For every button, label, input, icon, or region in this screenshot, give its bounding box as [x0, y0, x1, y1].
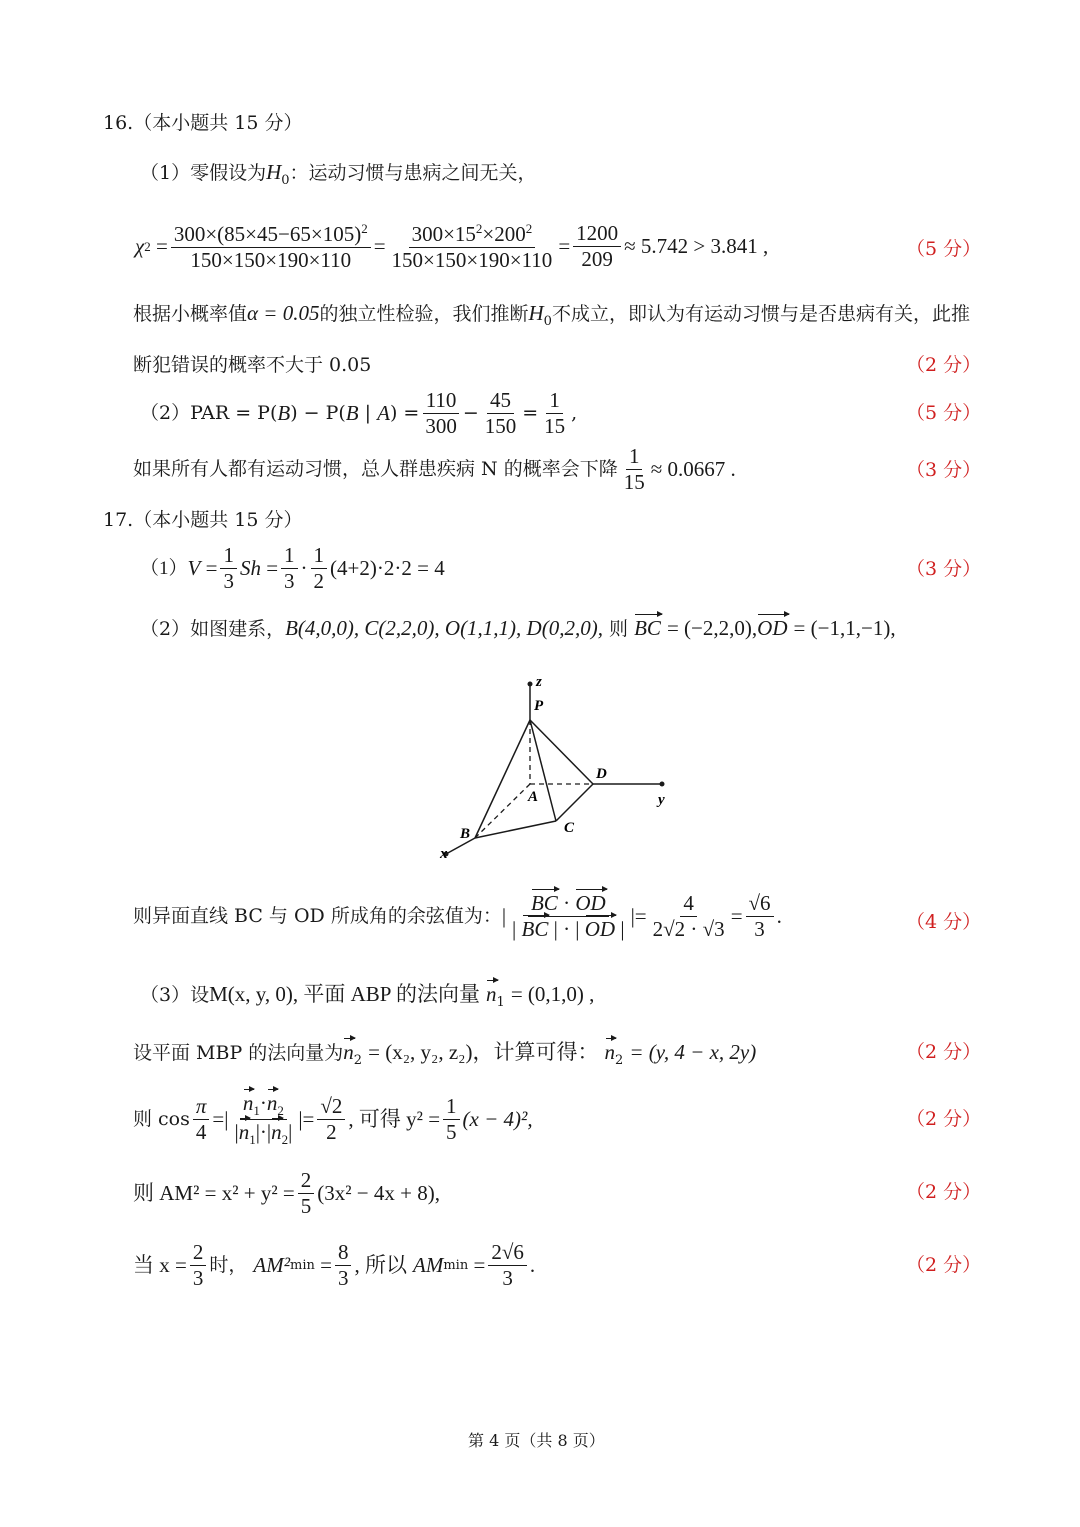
q17-part3-normal: 设平面 MBP 的法向量为$n_2 = (x_2$, y₂, z₂)，计算可得： $n_2 = (y$, 4 − x, 2y)	[133, 1040, 757, 1068]
pyramid-coordinate-figure	[420, 668, 690, 878]
points-normal: （2 分）	[906, 1041, 982, 1063]
q17-cosine-angle: 则异面直线 BC 与 OD 所成角的余弦值为： | $\frac{BC \cdot OD}{| BC | \cdot | OD |}$ |= $\frac{4}{2√2 \cdot √3}$ = $\frac{√6}{3}$ .	[133, 891, 782, 941]
q17-part2-coords: （2）如图建系，B(4,0,0), C(2,2,0), O(1,1,1), D(0,2,0), 则 BC = (−2,2,0),OD = (−1,1,−1),	[140, 616, 896, 640]
q16-heading: 16.（本小题共 15 分）	[103, 112, 303, 134]
q16-part1-hypothesis: （1）零假设为$H_0$：运动习惯与患病之间无关，	[140, 160, 537, 188]
points-chi: （5 分）	[906, 238, 982, 260]
page-footer: 第 4 页（共 8 页）	[468, 1431, 605, 1450]
q16-part2-par: （2）PAR = P( B ) − P( B | A ) = $\frac{110}{300}$ − $\frac{45}{150}$ = $\frac{1}{15}$ ,	[140, 388, 578, 438]
label-y: y	[658, 792, 665, 808]
label-B: B	[460, 826, 471, 842]
q17-part3-cos: 则 cos $\frac{\pi}{4}$ =| $\frac{n_1\cdot n_2}{|n_1|\cdot|n_2|}$ |= $\frac{√2}{2}$ , 可得 y² = $\frac{1}{5}$ (x − 4)²,	[133, 1091, 533, 1148]
q16-conclusion-cont: 断犯错误的概率不大于 0.05	[133, 354, 372, 376]
points-am: （2 分）	[906, 1181, 982, 1203]
q17-part3-minimum: 当 x = $\frac{2}{3}$ 时， AM² min = $\frac{8}{3}$ , 所以 AM min = $\frac{2√6}{3}$ .	[133, 1240, 536, 1290]
points-cos-eq: （2 分）	[906, 1108, 982, 1130]
label-C: C	[564, 820, 575, 836]
q17-part3-am: 则 AM² = x² + y² = $\frac{2}{5}$ (3x² − 4x + 8),	[133, 1168, 440, 1218]
points-minimum: （2 分）	[906, 1254, 982, 1276]
label-x: x	[440, 846, 448, 862]
label-P: P	[534, 698, 544, 714]
label-D: D	[596, 766, 607, 782]
points-par: （5 分）	[906, 402, 982, 424]
points-conclusion: （2 分）	[906, 354, 982, 376]
label-z: z	[536, 674, 542, 690]
points-par-text: （3 分）	[906, 459, 982, 481]
q16-conclusion: 根据小概率值α = 0.05的独立性检验，我们推断$H_0$不成立，即认为有运动习惯与是否患病有关，此推	[133, 301, 970, 329]
q17-part3-setup: （3）设M(x, y, 0), 平面 ABP 的法向量 $n_1 = (0,1,0)$ ,	[140, 982, 595, 1010]
q17-heading: 17.（本小题共 15 分）	[103, 509, 303, 531]
q16-chi-square-formula: χ 2 = $\frac{300\times(85\times 45-65\times 105)^2}{150\times 150\times 190\times 110}$ = $\frac{300\times 15^2\times 200^2}{150\times 150\times 190\times 110}$ = $\frac{1200}{209}$ ≈ 5.742 > 3.841 ,	[135, 221, 769, 272]
points-volume: （3 分）	[906, 558, 982, 580]
q17-part1-volume: （1） V = $\frac{1}{3}$ Sh = $\frac{1}{3}$ · $\frac{1}{2}$ (4+2)·2·2 = 4	[140, 543, 445, 593]
points-cosine: （4 分）	[906, 911, 982, 933]
q16-part2-text: 如果所有人都有运动习惯，总人群患疾病 N 的概率会下降 $\frac{1}{15}$ ≈ 0.0667 .	[133, 444, 736, 494]
label-A: A	[528, 789, 539, 805]
